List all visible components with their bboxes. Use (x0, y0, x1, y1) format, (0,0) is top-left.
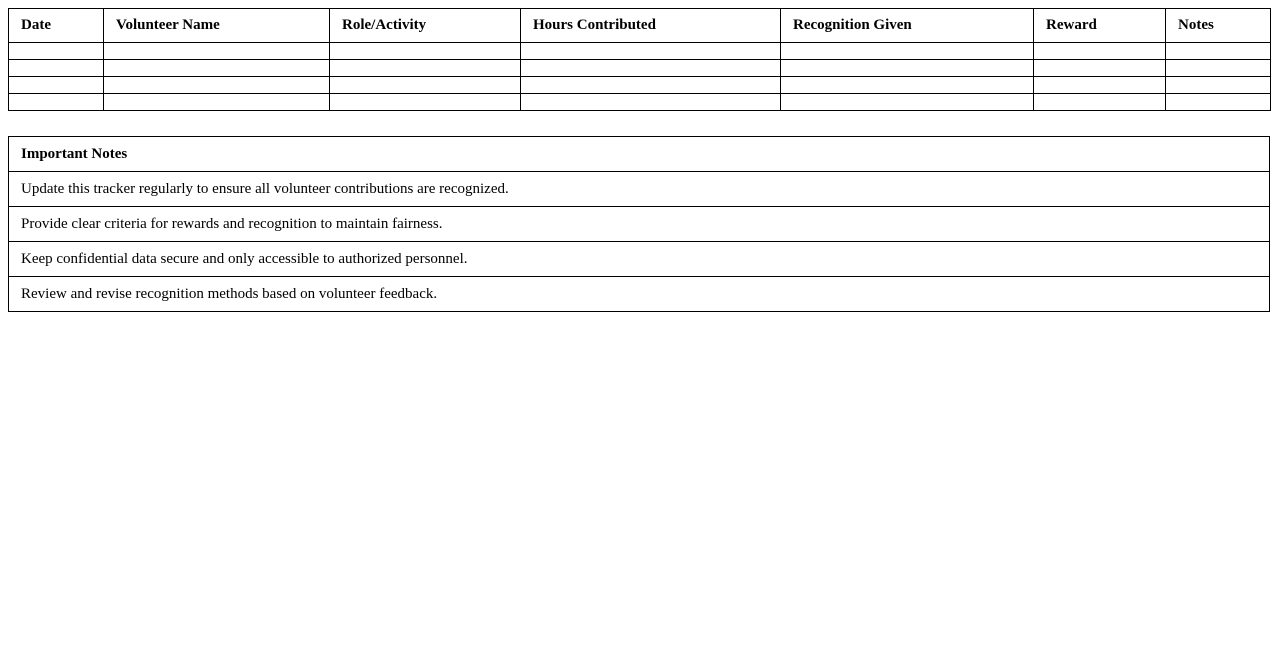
table-cell-hours-contributed[interactable] (521, 43, 781, 60)
important-notes-table (8, 136, 1270, 312)
table-cell-date[interactable] (9, 43, 104, 60)
table-row (9, 94, 1271, 111)
table-row (9, 43, 1271, 60)
table-cell-date[interactable] (9, 60, 104, 77)
table-cell-hours-contributed[interactable] (521, 77, 781, 94)
column-header-notes: Notes (1166, 9, 1271, 43)
table-cell-volunteer-name[interactable] (104, 43, 330, 60)
table-cell-notes[interactable] (1166, 43, 1271, 60)
table-cell-notes[interactable] (1166, 94, 1271, 111)
table-cell-date[interactable] (9, 94, 104, 111)
table-cell-reward[interactable] (1034, 77, 1166, 94)
column-header-hours-contributed: Hours Contributed (521, 9, 781, 43)
table-cell-hours-contributed[interactable] (521, 60, 781, 77)
table-cell-notes[interactable] (1166, 60, 1271, 77)
table-cell-reward[interactable] (1034, 43, 1166, 60)
table-cell-reward[interactable] (1034, 60, 1166, 77)
note-row (9, 172, 1270, 207)
column-header-volunteer-name: Volunteer Name (104, 9, 330, 43)
column-header-role-activity: Role/Activity (330, 9, 521, 43)
note-row (9, 207, 1270, 242)
table-row (9, 77, 1271, 94)
table-row (9, 60, 1271, 77)
table-cell-hours-contributed[interactable] (521, 94, 781, 111)
volunteer-tracker-table (8, 8, 1271, 111)
column-header-reward: Reward (1034, 9, 1166, 43)
table-cell-recognition-given[interactable] (781, 60, 1034, 77)
note-item: Update this tracker regularly to ensure all volunteer contributions are recognized. (9, 172, 1270, 207)
table-cell-volunteer-name[interactable] (104, 77, 330, 94)
note-item: Review and revise recognition methods based on volunteer feedback. (9, 277, 1270, 312)
table-cell-role-activity[interactable] (330, 94, 521, 111)
table-cell-date[interactable] (9, 77, 104, 94)
table-cell-role-activity[interactable] (330, 60, 521, 77)
notes-title-row (9, 137, 1270, 172)
note-item: Keep confidential data secure and only accessible to authorized personnel. (9, 242, 1270, 277)
table-cell-recognition-given[interactable] (781, 77, 1034, 94)
table-cell-role-activity[interactable] (330, 77, 521, 94)
note-row (9, 277, 1270, 312)
column-header-recognition-given: Recognition Given (781, 9, 1034, 43)
table-cell-recognition-given[interactable] (781, 94, 1034, 111)
table-cell-reward[interactable] (1034, 94, 1166, 111)
table-cell-role-activity[interactable] (330, 43, 521, 60)
table-cell-notes[interactable] (1166, 77, 1271, 94)
table-cell-volunteer-name[interactable] (104, 94, 330, 111)
notes-title: Important Notes (9, 137, 1270, 172)
note-row (9, 242, 1270, 277)
column-header-date: Date (9, 9, 104, 43)
table-cell-recognition-given[interactable] (781, 43, 1034, 60)
table-header-row (9, 9, 1271, 43)
table-cell-volunteer-name[interactable] (104, 60, 330, 77)
note-item: Provide clear criteria for rewards and recognition to maintain fairness. (9, 207, 1270, 242)
